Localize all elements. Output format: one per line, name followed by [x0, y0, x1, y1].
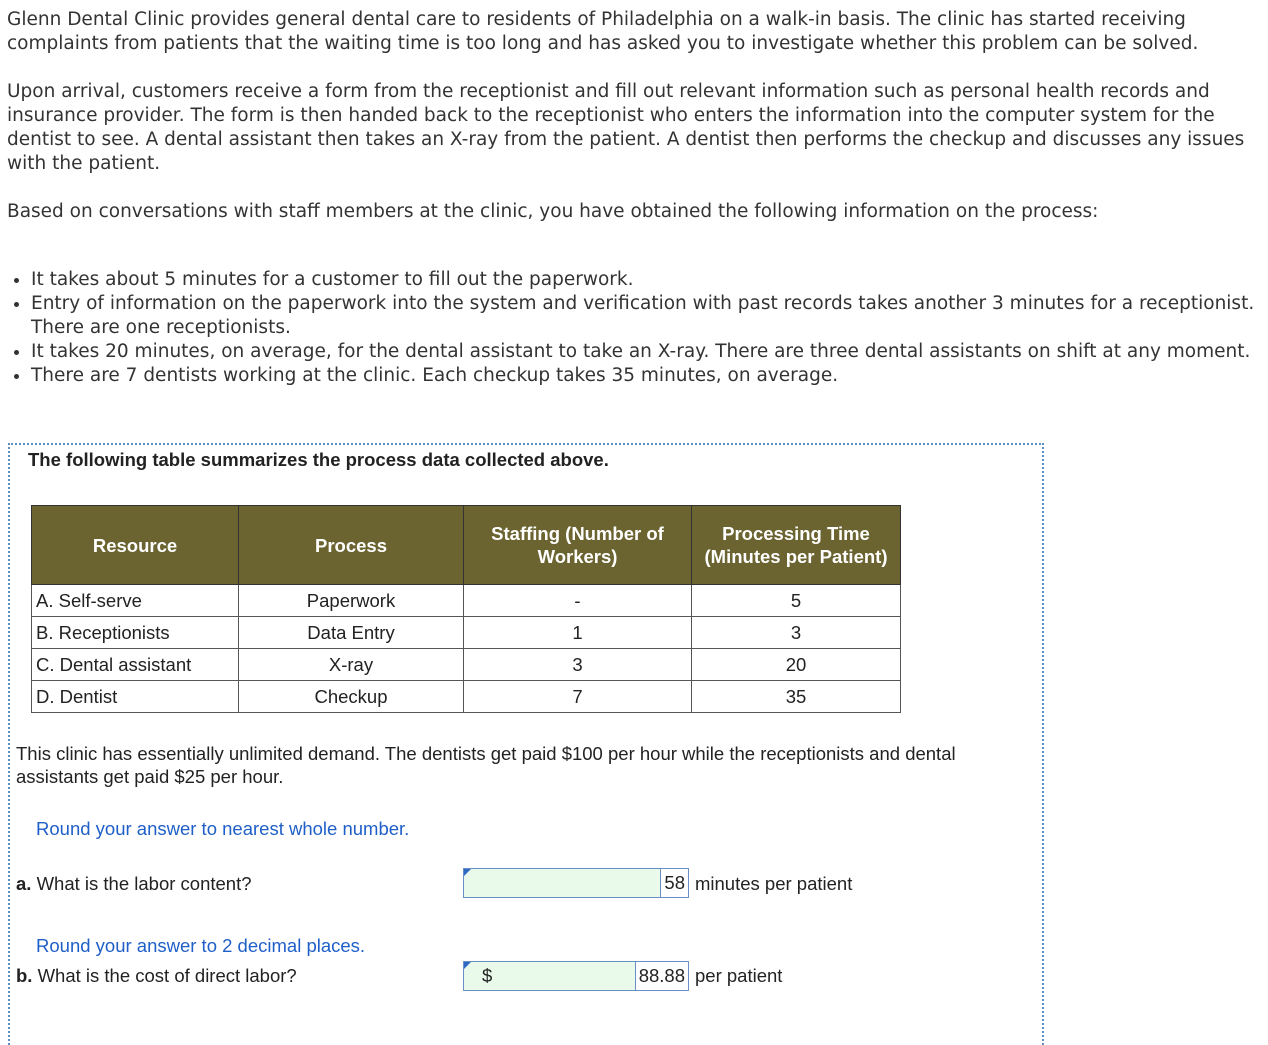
question-a-letter: a.: [16, 873, 32, 894]
process-info-list: [7, 268, 1261, 388]
table-row: [32, 585, 901, 617]
table-header-row: [32, 506, 901, 585]
header-staffing: Staffing (Number of Workers): [464, 506, 692, 585]
cell-resource: C. Dental assistant: [32, 649, 239, 681]
header-processing-time: Processing Time (Minutes per Patient): [692, 506, 901, 585]
currency-symbol: $: [482, 965, 493, 986]
list-item: • It takes 20 minutes, on average, for the dental assistant to take an X-ray. There are three dental assistants on shift at any moment.: [31, 340, 1261, 364]
table-title: The following table summarizes the process data collected above.: [28, 449, 609, 470]
cell-resource: B. Receptionists: [32, 617, 239, 649]
cell-processing-time: 3: [692, 617, 901, 649]
cell-staffing: -: [464, 585, 692, 617]
table-row: [32, 617, 901, 649]
header-process: Process: [239, 506, 464, 585]
cell-processing-time: 5: [692, 585, 901, 617]
cell-staffing: 7: [464, 681, 692, 713]
cell-processing-time: 35: [692, 681, 901, 713]
cell-staffing: 3: [464, 649, 692, 681]
cell-process: Paperwork: [239, 585, 464, 617]
question-b-text: What is the cost of direct labor?: [37, 965, 297, 986]
hint-a: Round your answer to nearest whole number.: [36, 818, 410, 839]
cell-process: Checkup: [239, 681, 464, 713]
direct-labor-cost-unit: per patient: [695, 965, 783, 986]
intro-paragraph-3: Based on conversations with staff members at the clinic, you have obtained the following information on the process:: [7, 201, 1099, 222]
table-row: [32, 649, 901, 681]
header-resource: Resource: [32, 506, 239, 585]
cell-process: Data Entry: [239, 617, 464, 649]
cell-processing-time: 20: [692, 649, 901, 681]
list-item: • There are 7 dentists working at the clinic. Each checkup takes 35 minutes, on average.: [31, 364, 1261, 388]
cell-resource: A. Self-serve: [32, 585, 239, 617]
flag-icon: [464, 962, 471, 969]
question-a: [16, 873, 252, 895]
question-b-letter: b.: [16, 965, 33, 986]
cell-staffing: 1: [464, 617, 692, 649]
list-item: • Entry of information on the paperwork into the system and verification with past records takes another 3 minutes for a receptionist. There are one receptionists.: [31, 292, 1261, 340]
question-a-text: What is the labor content?: [36, 873, 252, 894]
intro-paragraph-2: Upon arrival, customers receive a form from the receptionist and fill out relevant information such as personal health records and insurance provider. The form is then handed back to the receptionist who enters the information into the computer system for the dentist to see. A dental assistant then takes an X-ray from the patient. A dentist then performs the checkup and discusses any issues with the patient.: [7, 81, 1245, 174]
cell-resource: D. Dentist: [32, 681, 239, 713]
labor-content-unit: minutes per patient: [695, 873, 853, 894]
process-data-table: [31, 505, 901, 713]
hint-b: Round your answer to 2 decimal places.: [36, 935, 366, 956]
demand-text: This clinic has essentially unlimited demand. The dentists get paid $100 per hour while the receptionists and dental assistants get paid $25 per hour.: [16, 743, 956, 787]
direct-labor-cost-input[interactable]: [463, 961, 689, 991]
cell-process: X-ray: [239, 649, 464, 681]
labor-content-value: 58: [660, 869, 688, 897]
table-row: [32, 681, 901, 713]
flag-icon: [464, 869, 471, 876]
intro-paragraph-1: Glenn Dental Clinic provides general dental care to residents of Philadelphia on a walk-in basis. The clinic has started receiving complaints from patients that the waiting time is too long and has asked you to investigate whether this problem can be solved.: [7, 9, 1199, 54]
list-item: • It takes about 5 minutes for a customer to fill out the paperwork.: [31, 268, 1261, 292]
question-b: [16, 965, 297, 987]
labor-content-input[interactable]: [463, 868, 689, 898]
direct-labor-cost-value: 88.88: [635, 962, 688, 990]
